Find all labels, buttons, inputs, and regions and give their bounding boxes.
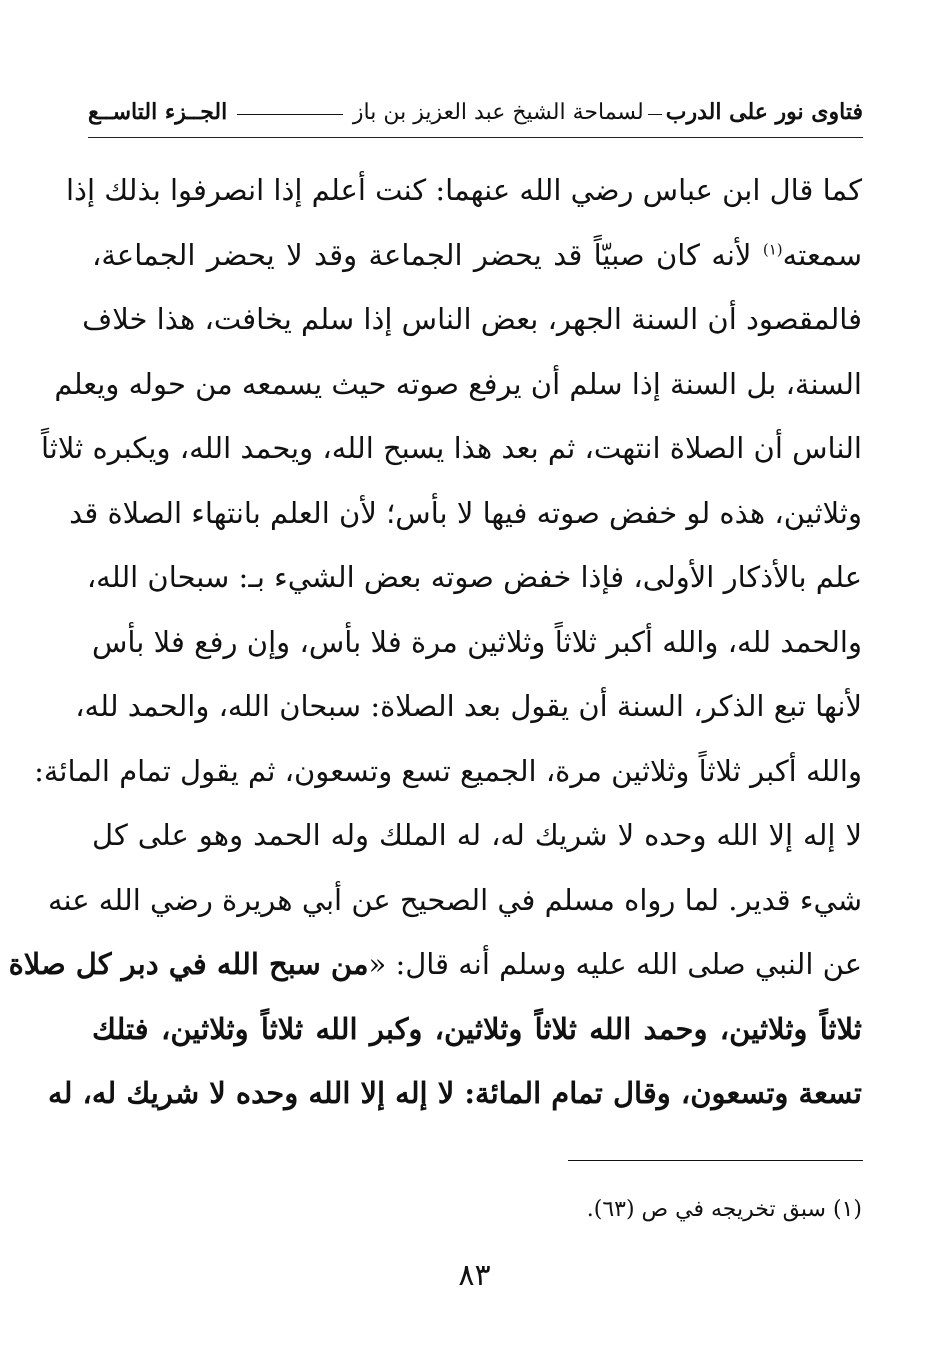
text-line-10: والله أكبر ثلاثاً وثلاثين مرة، الجميع تسع وتسعون، ثم يقول تمام المائة:: [34, 753, 862, 788]
author-name: لسماحة الشيخ عبد العزيز بن باز: [352, 99, 644, 125]
text-line-3: فالمقصود أن السنة الجهر، بعض الناس إذا سلم يخافت، هذا خلاف: [82, 302, 862, 336]
volume-label: الجــزء التاســع: [88, 99, 228, 125]
text-line-11: لا إله إلا الله وحده لا شريك له، له الملك وله الحمد وهو على كل: [92, 818, 862, 852]
line-2-rest: لأنه كان صبيّاً قد يحضر الجماعة وقد لا يحضر الجماعة،: [92, 237, 752, 272]
text-line-9: لأنها تبع الذكر، السنة أن يقول بعد الصلاة: سبحان الله، والحمد لله،: [75, 689, 862, 723]
line-2-start: سمعته: [782, 237, 862, 272]
header-rule: [237, 114, 343, 115]
footnote-reference[interactable]: (١): [762, 239, 783, 258]
text-line-7: علم بالأذكار الأولى، فإذا خفض صوته بعض الشيء بـ: سبحان الله،: [86, 560, 862, 594]
text-line-8: والحمد لله، والله أكبر ثلاثاً وثلاثين مرة فلا بأس، وإن رفع فلا بأس: [92, 624, 862, 659]
body-text: [8, 158, 862, 1126]
footnote: (١) سبق تخريجه في ص (٦٣).: [586, 1197, 862, 1222]
hadith-quote-start: من سبح الله في دبر كل صلاة: [8, 947, 369, 981]
text-line-15: تسعة وتسعون، وقال تمام المائة: لا إله إلا الله وحده لا شريك له، له: [48, 1076, 862, 1110]
text-line-13: [8, 932, 862, 997]
header-dash: [648, 114, 662, 115]
text-line-2: [92, 223, 862, 288]
text-line-1: كما قال ابن عباس رضي الله عنهما: كنت أعلم إذا انصرفوا بذلك إذا: [65, 173, 862, 207]
text-line-4: السنة، بل السنة إذا سلم أن يرفع صوته حيث يسمعه من حوله ويعلم: [54, 366, 862, 401]
text-line-5: الناس أن الصلاة انتهت، ثم بعد هذا يسبح الله، ويحمد الله، ويكبره ثلاثاً: [40, 431, 862, 465]
footnote-separator: [568, 1160, 863, 1161]
text-line-12: شيء قدير. لما رواه مسلم في الصحيح عن أبي هريرة رضي الله عنه: [47, 882, 862, 917]
book-title: فتاوى نور على الدرب: [665, 99, 863, 125]
text-line-6: وثلاثين، هذه لو خفض صوته فيها لا بأس؛ لأن العلم بانتهاء الصلاة قد: [69, 495, 862, 530]
header-separator: [88, 137, 863, 138]
line-13-plain: عن النبي صلى الله عليه وسلم أنه قال: «: [368, 947, 862, 981]
running-header: [88, 92, 863, 132]
page-number: ٨٣: [458, 1258, 491, 1293]
text-line-14: ثلاثاً وثلاثين، وحمد الله ثلاثاً وثلاثين، وكبر الله ثلاثاً وثلاثين، فتلك: [92, 1011, 862, 1046]
